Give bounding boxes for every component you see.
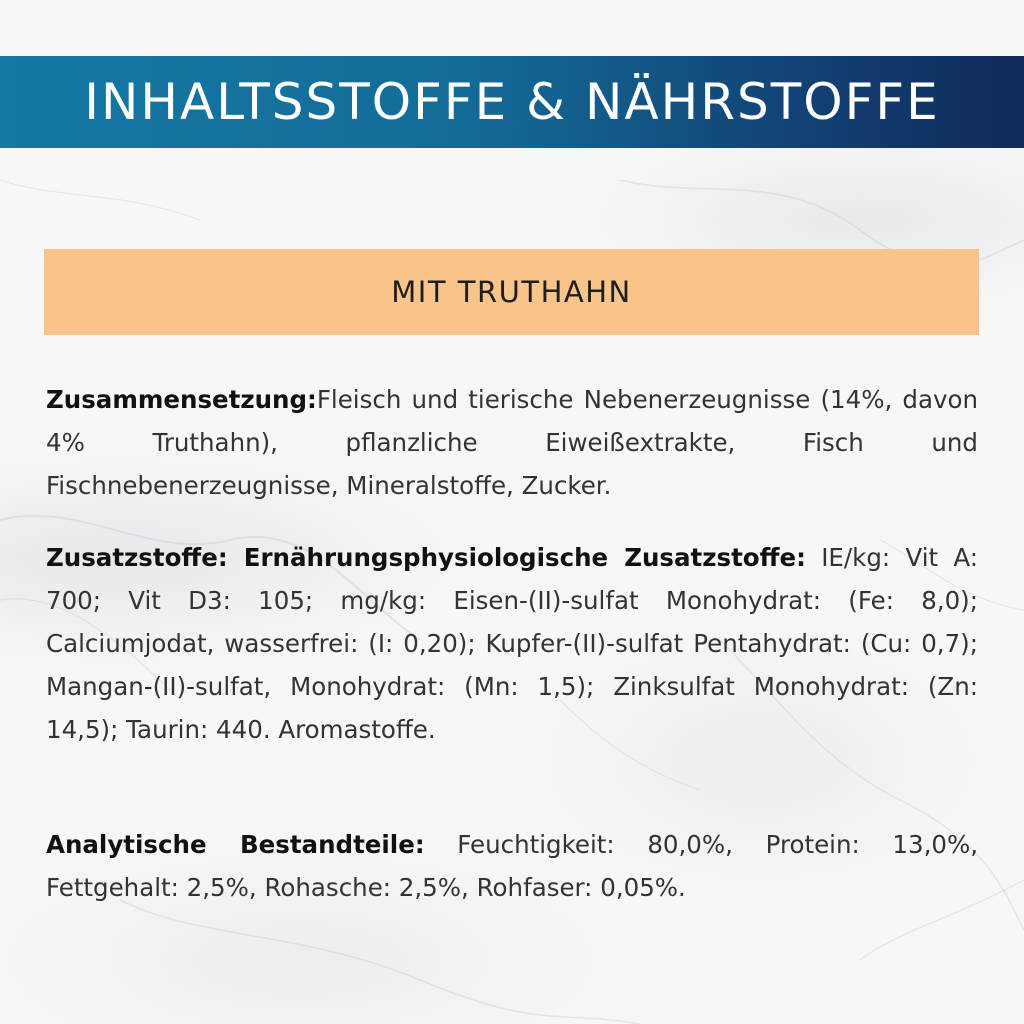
header-banner (0, 56, 1024, 148)
composition-label: Zusammensetzung: (46, 385, 317, 414)
page-title: INHALTSSTOFFE & NÄHRSTOFFE (84, 73, 940, 131)
composition-section (46, 378, 978, 507)
analytics-label: Analytische Bestandteile: (46, 830, 425, 859)
additives-label: Zusatzstoffe: Ernährungsphysiologische Zusatzstoffe: (46, 543, 806, 572)
additives-section (46, 536, 978, 751)
variant-title: MIT TRUTHAHN (391, 275, 632, 309)
analytics-section (46, 823, 978, 909)
additives-text: IE/kg: Vit A: 700; Vit D3: 105; mg/kg: Eisen-(II)-sulfat Monohydrat: (Fe: 8,0); Calciumjodat, wasserfrei: (I: 0,20); Kupfer-(II)-sulfat Pentahydrat: (Cu: 0,7); Mangan-(II)-sulfat, Monohydrat: (Mn: 1,5); Zinksulfat Monohydrat: (Zn: 14,5); Taurin: 440. Aromastoffe. (46, 543, 978, 744)
composition-text: Fleisch und tierische Nebenerzeugnisse (14%, davon 4% Truthahn), pflanzliche Eiweißextrakte, Fisch und Fischnebenerzeugnisse, Mineralstoffe, Zucker. (46, 385, 978, 500)
variant-banner (44, 249, 979, 335)
analytics-text: Feuchtigkeit: 80,0%, Protein: 13,0%, Fettgehalt: 2,5%, Rohasche: 2,5%, Rohfaser: 0,05%. (46, 830, 979, 902)
